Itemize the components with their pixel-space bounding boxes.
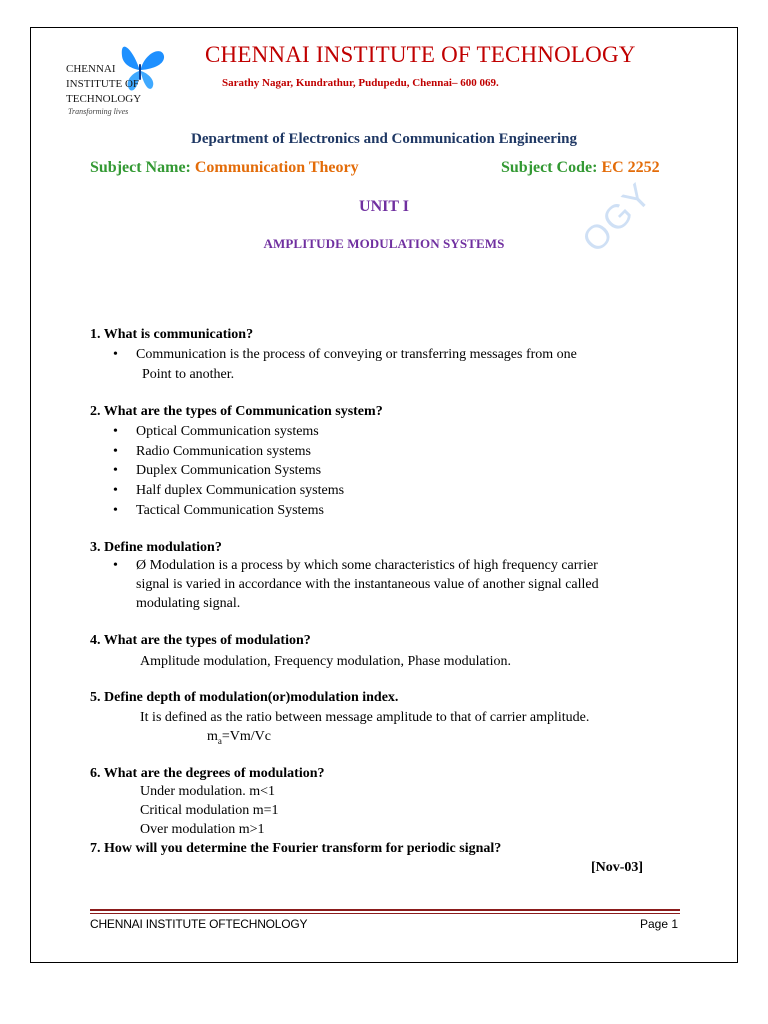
list-item: Duplex Communication Systems bbox=[136, 463, 322, 478]
bullet-icon: • bbox=[113, 444, 118, 459]
list-item: Tactical Communication Systems bbox=[136, 503, 324, 518]
subject-code bbox=[501, 159, 660, 177]
institute-name: CHENNAI INSTITUTE OF TECHNOLOGY bbox=[205, 42, 636, 67]
bullet-icon: • bbox=[113, 424, 118, 439]
subject-name-value: Communication Theory bbox=[194, 159, 359, 176]
answer-line: Ø Modulation is a process by which some characteristics of high frequency carrier bbox=[136, 558, 598, 573]
answer-line: Under modulation. m<1 bbox=[140, 784, 276, 799]
answer-line: Over modulation m>1 bbox=[140, 822, 265, 837]
question-1: 1. What is communication? bbox=[90, 327, 254, 342]
footer-institute: CHENNAI INSTITUTE OFTECHNOLOGY bbox=[90, 917, 308, 931]
question-5: 5. Define depth of modulation(or)modulation index. bbox=[90, 690, 399, 705]
logo-wordmark bbox=[66, 62, 146, 107]
logo-line: INSTITUTE OF bbox=[66, 78, 140, 90]
formula-rest: =Vm/Vc bbox=[221, 729, 271, 744]
unit-title: AMPLITUDE MODULATION SYSTEMS bbox=[263, 236, 505, 251]
formula-subscript: a bbox=[217, 735, 222, 746]
footer-rule bbox=[90, 909, 680, 911]
unit-heading: UNIT I bbox=[359, 198, 409, 215]
question-6: 6. What are the degrees of modulation? bbox=[90, 766, 325, 781]
question-4: 4. What are the types of modulation? bbox=[90, 633, 311, 648]
bullet-icon: • bbox=[113, 463, 118, 478]
bullet-icon: • bbox=[113, 483, 118, 498]
list-item: Half duplex Communication systems bbox=[136, 483, 345, 498]
list-item: Optical Communication systems bbox=[136, 424, 319, 439]
list-item: Radio Communication systems bbox=[136, 444, 311, 459]
subject-code-value: EC 2252 bbox=[601, 159, 660, 176]
footer-rule bbox=[90, 913, 680, 914]
answer-line: modulating signal. bbox=[136, 596, 241, 611]
answer-line: Amplitude modulation, Frequency modulation, Phase modulation. bbox=[140, 654, 511, 669]
answer-line: Communication is the process of conveying or transferring messages from one bbox=[136, 347, 577, 362]
logo-tagline: Transforming lives bbox=[68, 107, 129, 116]
question-7: 7. How will you determine the Fourier transform for periodic signal? bbox=[90, 841, 502, 856]
bullet-icon: • bbox=[113, 503, 118, 518]
subject-code-label: Subject Code: bbox=[501, 159, 598, 176]
formula-base: m bbox=[207, 729, 218, 744]
department-name: Department of Electronics and Communication Engineering bbox=[191, 131, 577, 147]
answer-line: Point to another. bbox=[142, 367, 235, 382]
answer-line: signal is varied in accordance with the instantaneous value of another signal called bbox=[136, 577, 599, 592]
subject-name-label: Subject Name: bbox=[90, 159, 191, 176]
watermark: OGY bbox=[575, 175, 660, 260]
formula bbox=[207, 729, 271, 746]
answer-line: Critical modulation m=1 bbox=[140, 803, 279, 818]
page-number: Page 1 bbox=[640, 917, 679, 931]
answer-line: It is defined as the ratio between message amplitude to that of carrier amplitude. bbox=[140, 710, 590, 725]
exam-reference: [Nov-03] bbox=[591, 860, 644, 875]
institute-address: Sarathy Nagar, Kundrathur, Pudupedu, Chennai– 600 069. bbox=[222, 77, 499, 89]
question-3: 3. Define modulation? bbox=[90, 540, 222, 555]
logo-line: TECHNOLOGY bbox=[66, 93, 142, 105]
subject-name bbox=[90, 159, 359, 177]
bullet-icon: • bbox=[113, 347, 118, 362]
logo-line: CHENNAI bbox=[66, 63, 116, 75]
question-2: 2. What are the types of Communication system? bbox=[90, 404, 383, 419]
bullet-icon: • bbox=[113, 558, 118, 573]
